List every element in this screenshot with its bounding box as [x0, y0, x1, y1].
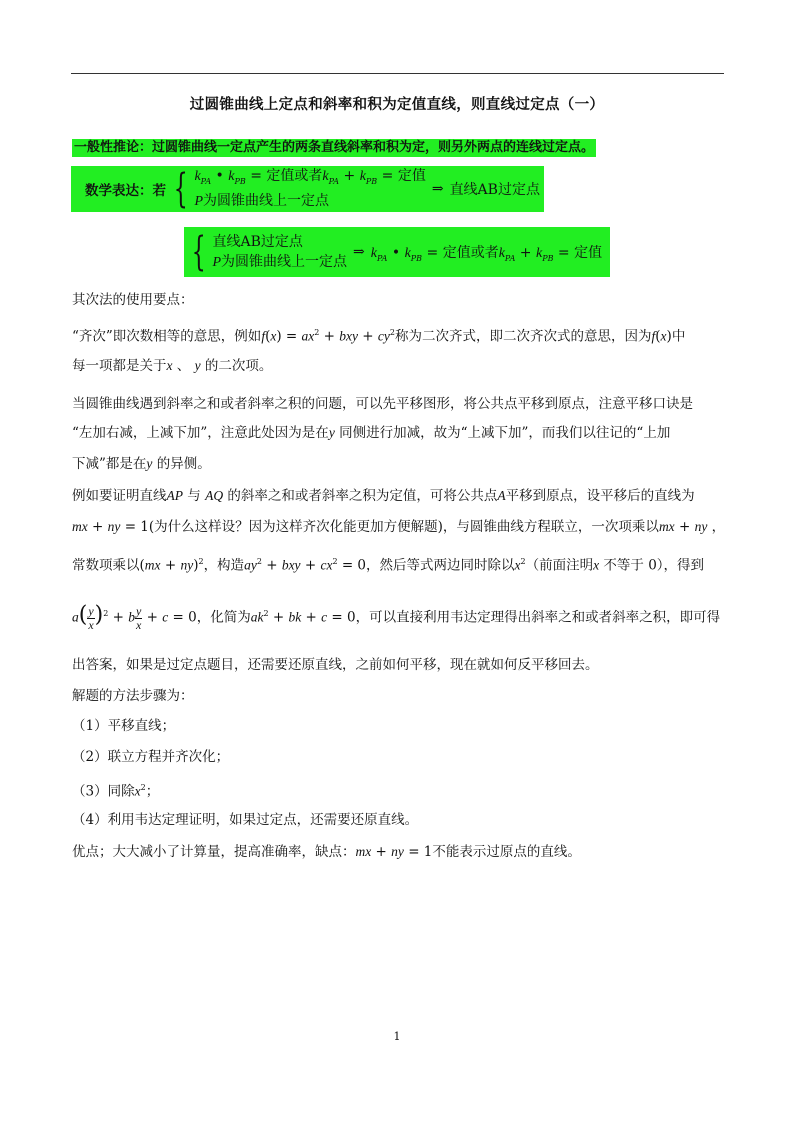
header-rule: [71, 73, 724, 74]
implies-arrow: ⇒: [353, 244, 365, 260]
step-4: （4）利用韦达定理证明，如果过定点，还需要还原直线。: [72, 812, 419, 828]
paragraph-12: 解题的方法步骤为：: [72, 688, 194, 704]
paragraph-10: a( $\frac{y}{x}$ )$^2$ + b $\frac{y}{x}$ + c = 0，化简为$ak^2$ + bk + c = 0，可以直接利用韦达定理得出斜率之和或者斜率之积，即可得: [72, 602, 721, 632]
condition-line-1: $k_{PA}$ • $k_{PB}$ = 定值或者$k_{PA} + k_{PB}$ = 定值: [194, 167, 426, 186]
math-expression-box-1: [71, 166, 544, 212]
step-2: （2）联立方程并齐次化；: [72, 749, 230, 765]
implies-arrow: ⇒: [431, 181, 444, 197]
paragraph-8: mx + ny = 1(为什么这样设？因为这样齐次化能更加方便解题)，与圆锥曲线方程联立，一次项乘以mx + ny ，: [72, 519, 726, 535]
paragraph-9: 常数项乘以(mx + ny)$^2$，构造$ay^2$ + bxy + $cx^2 = 0$，然后等式两边同时除以$x^2$（前面注明x 不等于 0），得到: [72, 557, 705, 574]
condition-line-1: 直线AB过定点: [212, 233, 303, 250]
step-1: （1）平移直线；: [72, 718, 176, 734]
math-expression-box-2: [184, 227, 610, 277]
result-text: $k_{PA}$ • $k_{PB}$ = 定值或者$k_{PA} + k_{PB}$ = 定值: [370, 244, 603, 263]
page-title: 过圆锥曲线上定点和斜率和积为定值直线，则直线过定点（一）: [189, 96, 605, 113]
paragraph-1: 其次法的使用要点：: [72, 292, 194, 308]
paragraph-13: 优点；大大减小了计算量，提高准确率，缺点：mx + ny = 1不能表示过原点的直线。: [72, 844, 581, 860]
paragraph-11: 出答案，如果是过定点题目，还需要还原直线，之前如何平移，现在就如何反平移回去。: [72, 657, 599, 673]
result-text: 直线AB过定点: [449, 182, 540, 198]
paragraph-2: “齐次”即次数相等的意思，例如$f(x) = ax^2$ + bxy + $cy^2$称为二次齐式，即二次齐次式的意思，因为f(x)中: [72, 328, 686, 345]
paragraph-5: “左加右减，上减下加”，注意此处因为是在y 同侧进行加减，故为“上减下加”，而我们以往记的“上加: [72, 425, 671, 441]
condition-lines: [212, 232, 347, 273]
paragraph-6: 下减”都是在y 的异侧。: [72, 456, 211, 472]
brace-symbol: {: [191, 229, 206, 275]
general-conclusion: 一般性推论：过圆锥曲线一定点产生的两条直线斜率和积为定，则另外两点的连线过定点。: [74, 140, 595, 155]
condition-line-2: P为圆锥曲线上一定点: [194, 193, 330, 210]
brace-symbol: {: [173, 166, 188, 212]
paragraph-4: 当圆锥曲线遇到斜率之和或者斜率之积的问题，可以先平移图形，将公共点平移到原点，注意平移口诀是: [72, 396, 693, 412]
condition-line-2: P为圆锥曲线上一定点: [212, 253, 348, 270]
paragraph-3: 每一项都是关于x 、 y 的二次项。: [72, 358, 273, 374]
page-number: 1: [393, 1030, 401, 1043]
math-expression-label: 数学表达：若: [85, 183, 166, 199]
condition-lines: [194, 166, 425, 213]
paragraph-7: 例如要证明直线AP 与 AQ 的斜率之和或者斜率之积为定值，可将公共点A平移到原点，设平移后的直线为: [72, 488, 695, 504]
step-3: （3）同除$x^2$；: [72, 783, 160, 800]
